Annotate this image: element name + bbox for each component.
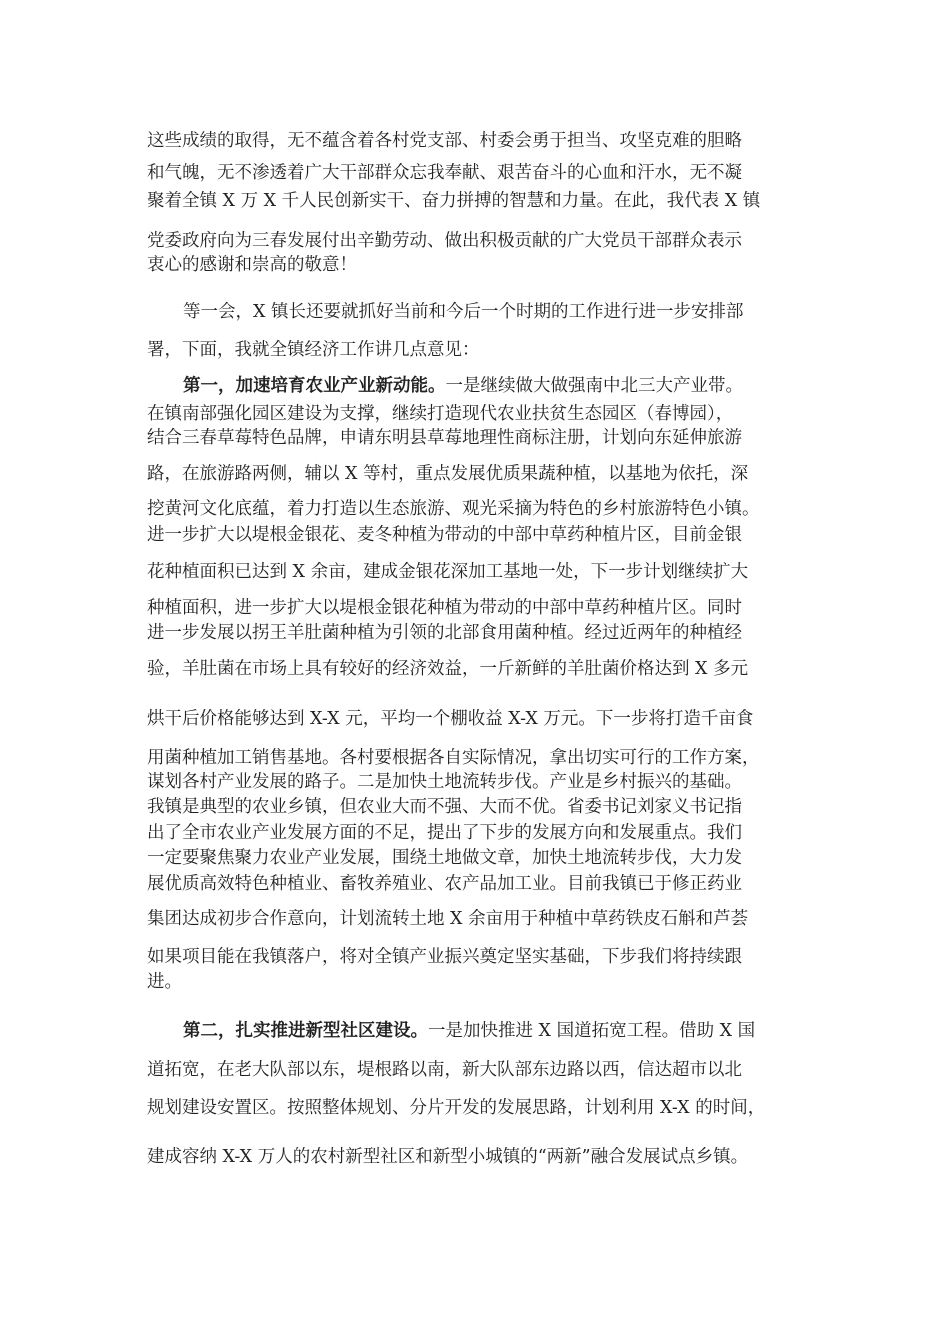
text-line: 署，下面，我就全镇经济工作讲几点意见： [147, 340, 480, 360]
text-line: 集团达成初步合作意向，计划流转土地 X 余亩用于种植中草药铁皮石斛和芦荟 [147, 909, 749, 929]
text-line: 谋划各村产业发展的路子。二是加快土地流转步伐。产业是乡村振兴的基础。 [147, 772, 742, 792]
text-run: 一是继续做大做强南中北三大产业带。 [445, 376, 743, 396]
text-line: 衷心的感谢和崇高的敬意！ [147, 255, 357, 275]
text-line: 一定要聚焦聚力农业产业发展，围绕土地做文章，加快土地流转步伐，大力发 [147, 848, 742, 868]
text-line: 聚着全镇 X 万 X 千人民创新实干、奋力拼搏的智慧和力量。在此，我代表 X 镇 [147, 191, 761, 211]
text-line: 路，在旅游路两侧，辅以 X 等村，重点发展优质果蔬种植，以基地为依托，深 [147, 464, 749, 484]
text-line: 在镇南部强化园区建设为支撑，继续打造现代农业扶贫生态园区（春博园）， [147, 404, 734, 424]
paragraph-first-line [183, 374, 743, 398]
text-line: 挖黄河文化底蕴，着力打造以生态旅游、观光采摘为特色的乡村旅游特色小镇。 [147, 499, 760, 519]
text-line: 等一会，X 镇长还要就抓好当前和今后一个时期的工作进行进一步安排部 [183, 302, 744, 322]
text-line: 我镇是典型的农业乡镇，但农业大而不强、大而不优。省委书记刘家义书记指 [147, 797, 742, 817]
text-line: 出了全市农业产业发展方面的不足，提出了下步的发展方向和发展重点。我们 [147, 823, 742, 843]
section-heading: 第二，扎实推进新型社区建设。 [183, 1021, 428, 1041]
text-run: 一是加快推进 X 国道拓宽工程。借助 X 国 [428, 1021, 756, 1041]
text-line: 和气魄，无不渗透着广大干部群众忘我奉献、艰苦奋斗的心血和汗水，无不凝 [147, 163, 742, 183]
text-line: 烘干后价格能够达到 X-X 元，平均一个棚收益 X-X 万元。下一步将打造千亩食 [147, 709, 754, 729]
text-line: 道拓宽，在老大队部以东，堤根路以南，新大队部东边路以西，信达超市以北 [147, 1060, 742, 1080]
text-line: 进。 [147, 972, 182, 992]
text-line: 用菌种植加工销售基地。各村要根据各自实际情况，拿出切实可行的工作方案， [147, 748, 760, 768]
paragraph-first-line [183, 1019, 755, 1043]
text-line: 如果项目能在我镇落户，将对全镇产业振兴奠定坚实基础，下步我们将持续跟 [147, 947, 742, 967]
text-line: 种植面积，进一步扩大以堤根金银花种植为带动的中部中草药种植片区。同时 [147, 598, 742, 618]
section-heading: 第一，加速培育农业产业新动能。 [183, 376, 446, 396]
text-line: 党委政府向为三春发展付出辛勤劳动、做出积极贡献的广大党员干部群众表示 [147, 231, 742, 251]
text-line: 建成容纳 X-X 万人的农村新型社区和新型小城镇的“两新”融合发展试点乡镇。 [147, 1147, 749, 1167]
text-line: 花种植面积已达到 X 余亩，建成金银花深加工基地一处，下一步计划继续扩大 [147, 562, 749, 582]
text-line: 进一步发展以拐王羊肚菌种植为引领的北部食用菌种植。经过近两年的种植经 [147, 623, 742, 643]
text-line: 进一步扩大以堤根金银花、麦冬种植为带动的中部中草药种植片区，目前金银 [147, 525, 742, 545]
text-line: 结合三春草莓特色品牌，申请东明县草莓地理性商标注册，计划向东延伸旅游 [147, 428, 742, 448]
text-line: 规划建设安置区。按照整体规划、分片开发的发展思路，计划利用 X-X 的时间， [147, 1098, 766, 1118]
text-line: 验，羊肚菌在市场上具有较好的经济效益，一斤新鲜的羊肚菌价格达到 X 多元 [147, 659, 749, 679]
text-line: 展优质高效特色种植业、畜牧养殖业、农产品加工业。目前我镇已于修正药业 [147, 874, 742, 894]
text-line: 这些成绩的取得，无不蕴含着各村党支部、村委会勇于担当、攻坚克难的胆略 [147, 131, 742, 151]
